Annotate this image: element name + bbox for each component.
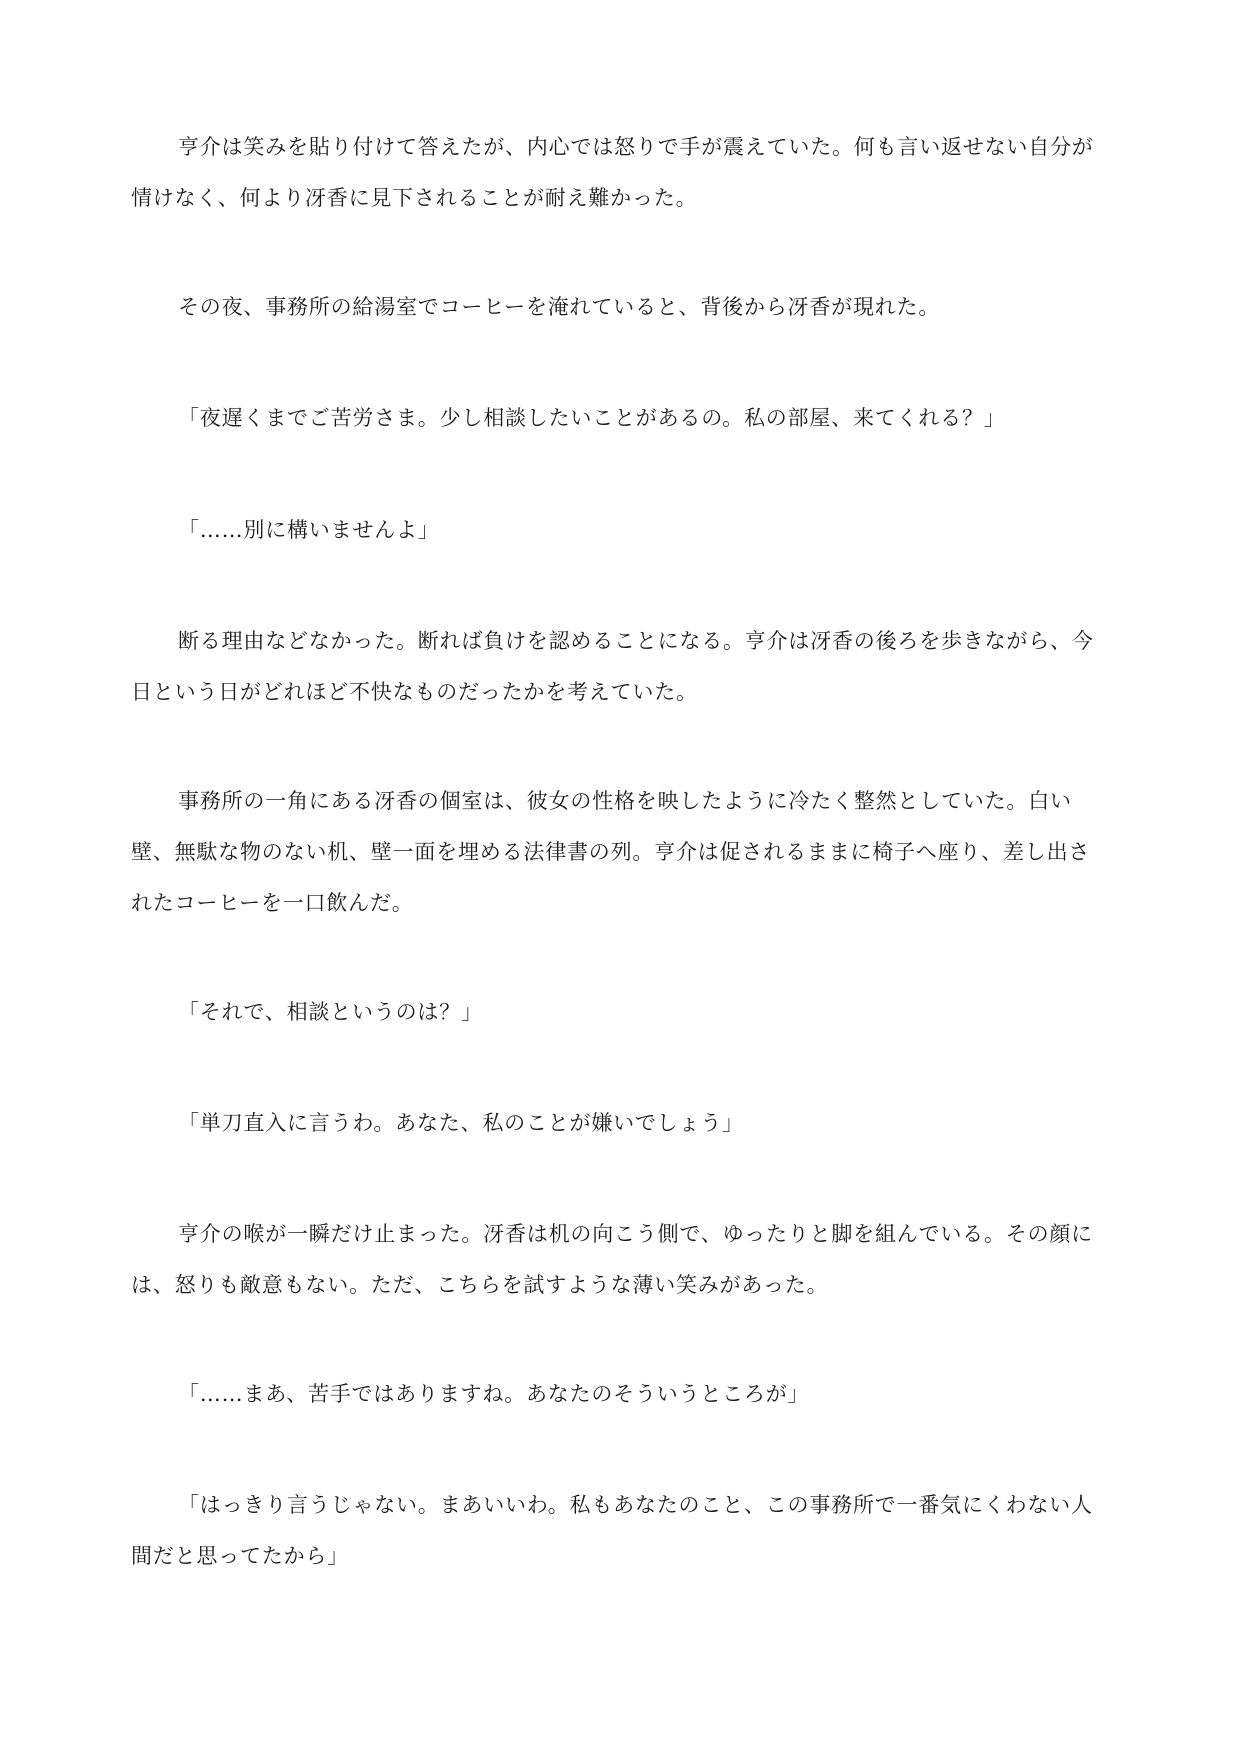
dialogue-line: 「夜遅くまでご苦労さま。少し相談したいことがあるの。私の部屋、来てくれる？」 bbox=[178, 406, 1006, 430]
dialogue-line: 「それで、相談というのは？」 bbox=[178, 1000, 483, 1024]
dialogue-line: 「はっきり言うじゃない。まあいいわ。私もあなたのこと、この事務所で一番気にくわない人間だと思ってたから」 bbox=[131, 1493, 1093, 1568]
dialogue-line: 「単刀直入に言うわ。あなた、私のことが嫌いでしょう」 bbox=[178, 1111, 744, 1135]
paragraph: 亨介は笑みを貼り付けて答えたが、内心では怒りで手が震えていた。何も言い返せない自分が情けなく、何より冴香に見下されることが耐え難かった。 bbox=[131, 135, 1094, 210]
paragraph: 亨介の喉が一瞬だけ止まった。冴香は机の向こう側で、ゆったりと脚を組んでいる。その顔には、怒りも敵意もない。ただ、こちらを試すような薄い笑みがあった。 bbox=[131, 1222, 1093, 1297]
paragraph: その夜、事務所の給湯室でコーヒーを淹れていると、背後から冴香が現れた。 bbox=[178, 295, 941, 319]
dialogue-line: 「……まあ、苦手ではありますね。あなたのそういうところが」 bbox=[178, 1382, 810, 1406]
dialogue-line: 「……別に構いませんよ」 bbox=[178, 518, 440, 542]
paragraph: 事務所の一角にある冴香の個室は、彼女の性格を映したように冷たく整然としていた。白い壁、無駄な物のない机、壁一面を埋める法律書の列。亨介は促されるままに椅子へ座り、差し出されたコーヒーを一口飲んだ。 bbox=[131, 789, 1091, 915]
paragraph: 断る理由などなかった。断れば負けを認めることになる。亨介は冴香の後ろを歩きながら、今日という日がどれほど不快なものだったかを考えていた。 bbox=[131, 629, 1094, 704]
